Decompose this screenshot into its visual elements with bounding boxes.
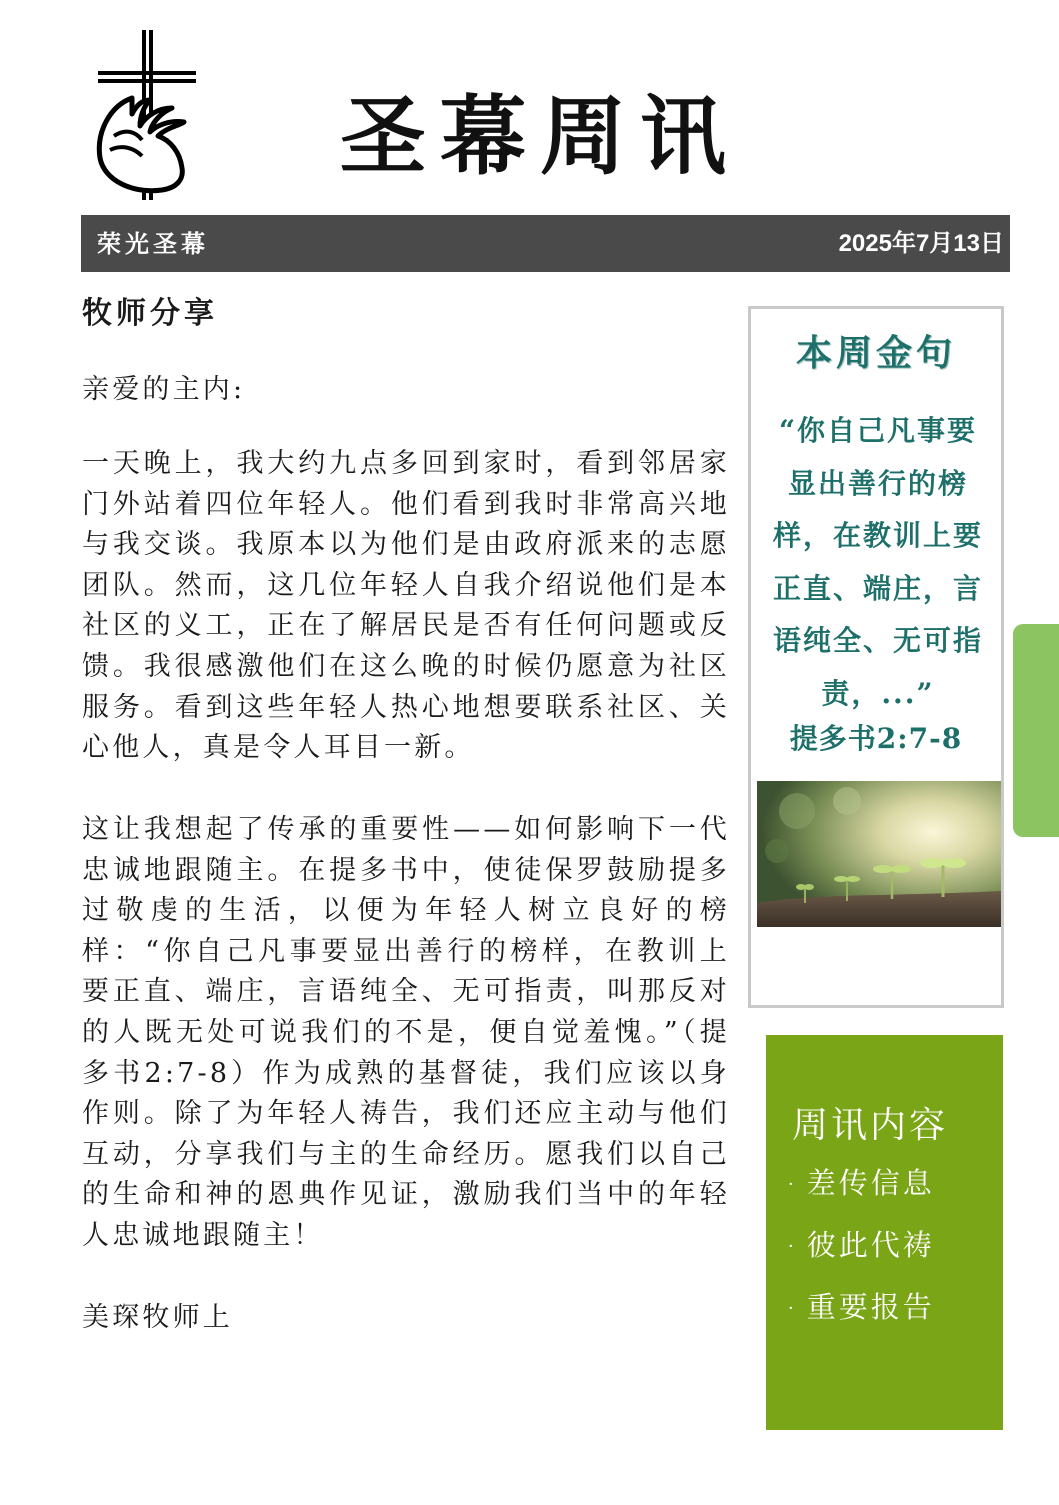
- verse-title: 本周金句: [795, 332, 956, 374]
- contents-title: 周讯内容: [792, 1105, 949, 1146]
- article-signature: 美琛牧师上: [82, 1302, 233, 1333]
- weekly-verse-box: [748, 306, 1004, 1008]
- contents-box: [766, 1035, 1003, 1430]
- banner-church-name: 荣光圣幕: [97, 229, 209, 258]
- contents-item: · 重要报告: [788, 1290, 935, 1324]
- article-paragraph-2: 这让我想起了传承的重要性——如何影响下一代忠诚地跟随主。在提多书中，使徒保罗鼓励提多过敬虔的生活，以便为年轻人树立良好的榜样：“你自己凡事要显出善行的榜样，在教训上要正直、端庄，言语纯全、无可指责，叫那反对的人既无处可说我们的不是，便自觉羞愧。”（提多书2:7-8）作为成熟的基督徒，我们应该以身作则。除了为年轻人祷告，我们还应主动与他们互动，分享我们与主的生命经历。愿我们以自己的生命和神的恩典作见证，激励我们当中的年轻人忠诚地跟随主！: [82, 814, 730, 1251]
- church-logo: [92, 28, 202, 208]
- bullet-icon: ·: [788, 1298, 797, 1319]
- contents-item: · 彼此代祷: [788, 1228, 935, 1262]
- banner-date: 2025年7月13日: [838, 230, 1004, 257]
- contents-list: [788, 1163, 935, 1349]
- seedlings-photo: [757, 781, 1001, 927]
- side-tab: [1013, 624, 1059, 837]
- verse-text: “你自己凡事要显出善行的榜样，在教训上要正直、端庄，言语纯全、无可指责，...”: [772, 414, 983, 710]
- bullet-icon: ·: [788, 1174, 797, 1195]
- bullet-icon: ·: [788, 1236, 797, 1257]
- article-paragraph-1: 一天晚上，我大约九点多回到家时，看到邻居家门外站着四位年轻人。他们看到我时非常高兴地与我交谈。我原本以为他们是由政府派来的志愿团队。然而，这几位年轻人自我介绍说他们是本社区的义工，正在了解居民是否有任何问题或反馈。我很感激他们在这么晚的时候仍愿意为社区服务。看到这些年轻人热心地想要联系社区、关心他人，真是令人耳目一新。: [82, 448, 730, 764]
- verse-reference: 提多书2:7-8: [789, 722, 963, 755]
- article-greeting: 亲爱的主内:: [82, 374, 246, 405]
- cross-dove-icon: [92, 28, 202, 208]
- header-banner: [81, 215, 1010, 272]
- contents-item: · 差传信息: [788, 1166, 935, 1200]
- article-heading: 牧师分享: [82, 296, 218, 331]
- seedlings-image: [757, 781, 1001, 927]
- newsletter-title: 圣幕周讯: [340, 87, 740, 187]
